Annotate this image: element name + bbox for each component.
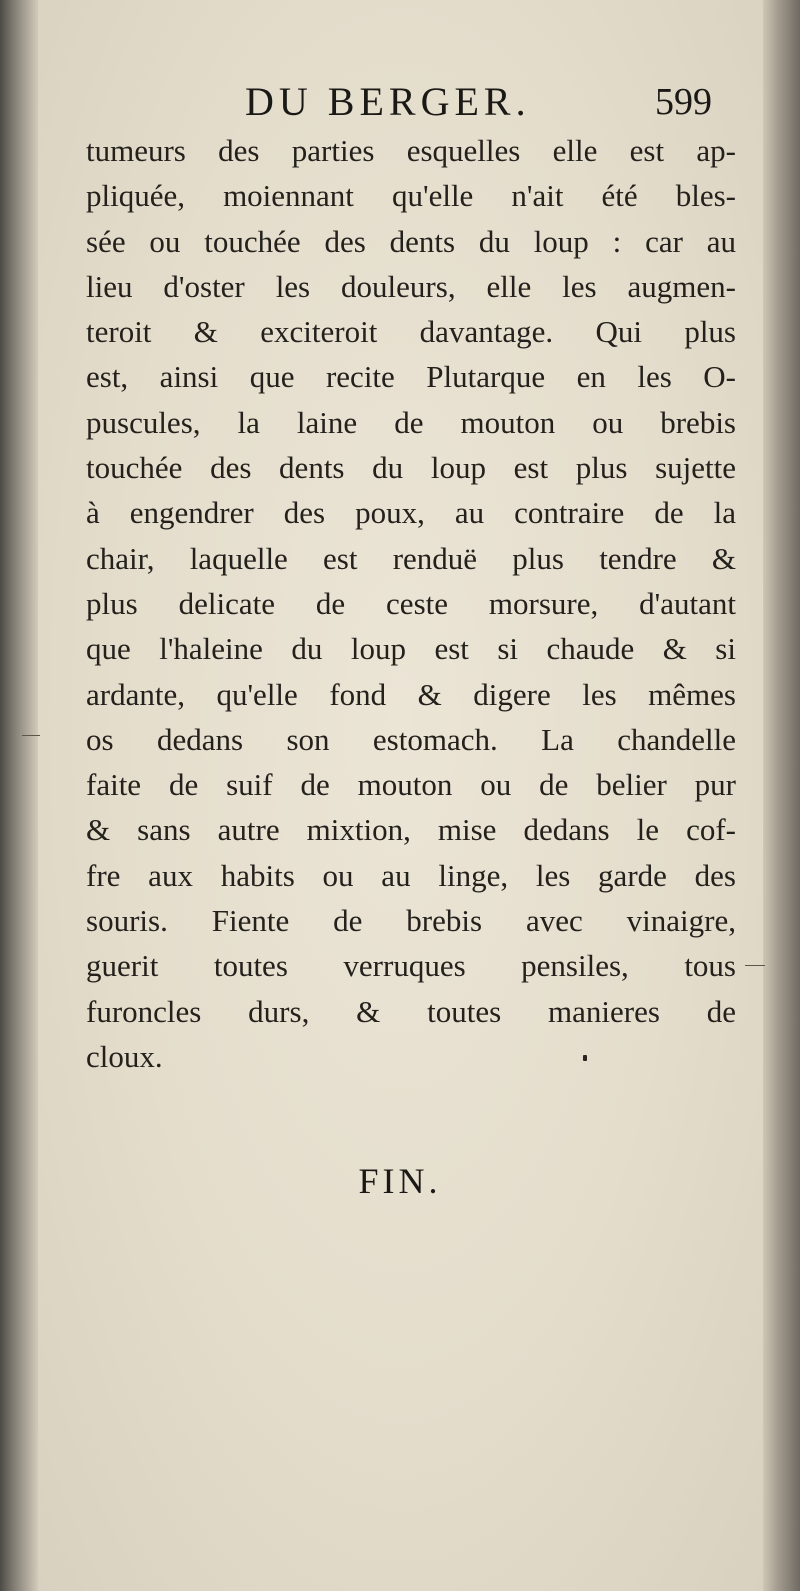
text-line: faite de suif de mouton ou de belier pur [86, 767, 736, 803]
running-head [0, 68, 800, 128]
text-line: ardante, qu'elle fond & digere les mêmes [86, 676, 736, 712]
text-line: chair, laquelle est renduë plus tendre & [86, 540, 736, 576]
text-line: est, ainsi que recite Plutarque en les O- [86, 359, 736, 395]
ink-speck [583, 1055, 587, 1061]
text-line: plus delicate de ceste morsure, d'autant [86, 585, 736, 621]
text-line: guerit toutes verruques pensiles, tous [86, 948, 736, 984]
text-line: furoncles durs, & toutes manieres de [86, 993, 736, 1029]
running-title: DU BERGER. [245, 79, 531, 124]
text-line: pliquée, moiennant qu'elle n'ait été bles- [86, 178, 736, 214]
text-line: touchée des dents du loup est plus sujette [86, 450, 736, 486]
text-line: à engendrer des poux, au contraire de la [86, 495, 736, 531]
page-number: 599 [655, 81, 712, 123]
closing-fin: FIN. [358, 1161, 442, 1201]
text-line: fre aux habits ou au linge, les garde des [86, 857, 736, 893]
text-line: teroit & exciteroit davantage. Qui plus [86, 314, 736, 350]
text-line: os dedans son estomach. La chandelle [86, 721, 736, 757]
body-text [86, 128, 736, 1079]
text-line: lieu d'oster les douleurs, elle les augmen- [86, 268, 736, 304]
text-line: cloux. [86, 1038, 163, 1074]
text-line: & sans autre mixtion, mise dedans le cof- [86, 812, 736, 848]
page-right-edge [763, 0, 800, 1591]
margin-mark [745, 965, 765, 966]
text-line: tumeurs des parties esquelles elle est ap- [86, 133, 736, 168]
margin-mark [22, 735, 40, 736]
text-line: que l'haleine du loup est si chaude & si [86, 631, 736, 667]
text-line: souris. Fiente de brebis avec vinaigre, [86, 903, 736, 939]
binding-gutter-shadow [0, 0, 38, 1591]
text-line: puscules, la laine de mouton ou brebis [86, 404, 736, 440]
text-line: sée ou touchée des dents du loup : car au [86, 223, 736, 259]
